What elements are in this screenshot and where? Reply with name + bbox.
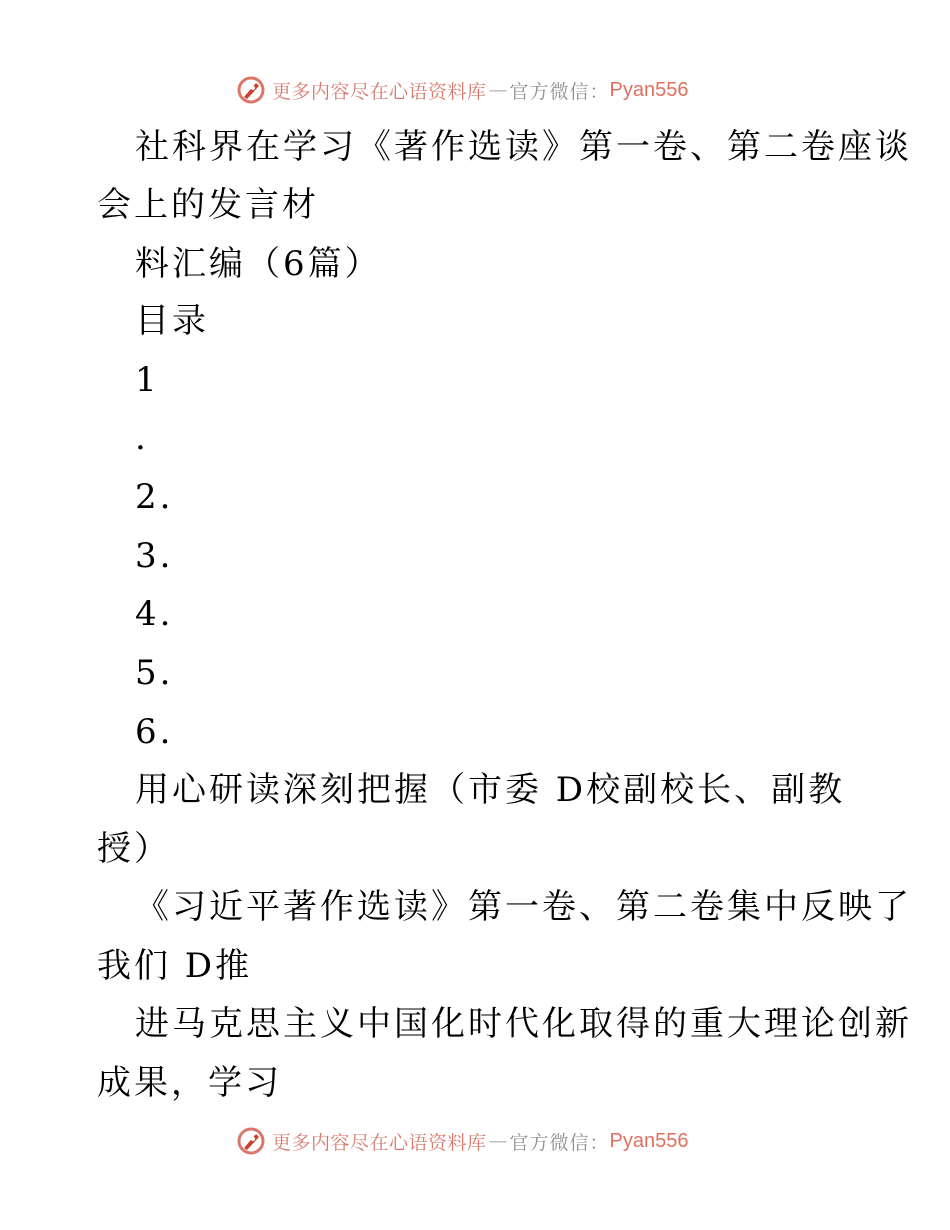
toc-item-1-dot: . xyxy=(135,418,149,458)
section-heading-line-1: 用心研读深刻把握（市委 D校副校长、副教 xyxy=(135,770,846,810)
watermark-dash: — xyxy=(488,79,508,101)
toc-item-1: 1 xyxy=(135,360,160,400)
watermark-footer xyxy=(236,1124,689,1158)
watermark-official: 官方微信： xyxy=(509,80,610,103)
toc-item-6: 6. xyxy=(135,712,174,752)
watermark-brand: 更多内容尽在心语资料库 xyxy=(272,1131,487,1154)
section-heading-line-2: 授） xyxy=(97,829,171,869)
doc-title-line-3: 料汇编（6篇） xyxy=(135,244,382,284)
watermark-dash: — xyxy=(488,1130,508,1152)
paragraph-line-4: 成果，学习 xyxy=(97,1063,282,1103)
watermark-official: 官方微信： xyxy=(509,1131,610,1154)
watermark-wechat-id: Pyan556 xyxy=(609,78,689,101)
doc-title-line-2: 会上的发言材 xyxy=(97,185,319,225)
paragraph-line-1: 《习近平著作选读》第一卷、第二卷集中反映了 xyxy=(135,887,912,927)
toc-item-2: 2. xyxy=(135,477,174,517)
doc-title-line-1: 社科界在学习《著作选读》第一卷、第二卷座谈 xyxy=(135,127,912,167)
watermark-brand: 更多内容尽在心语资料库 xyxy=(272,80,487,103)
paragraph-line-3: 进马克思主义中国化时代化取得的重大理论创新 xyxy=(135,1004,912,1044)
pen-nib-logo-icon xyxy=(236,1126,266,1156)
watermark-header xyxy=(236,73,689,107)
toc-item-4: 4. xyxy=(135,594,174,634)
toc-heading: 目录 xyxy=(135,301,209,341)
pen-nib-logo-icon xyxy=(236,75,266,105)
watermark-wechat-id: Pyan556 xyxy=(609,1129,689,1152)
toc-item-5: 5. xyxy=(135,653,174,693)
toc-item-3: 3. xyxy=(135,536,174,576)
paragraph-line-2: 我们 D推 xyxy=(97,946,253,986)
